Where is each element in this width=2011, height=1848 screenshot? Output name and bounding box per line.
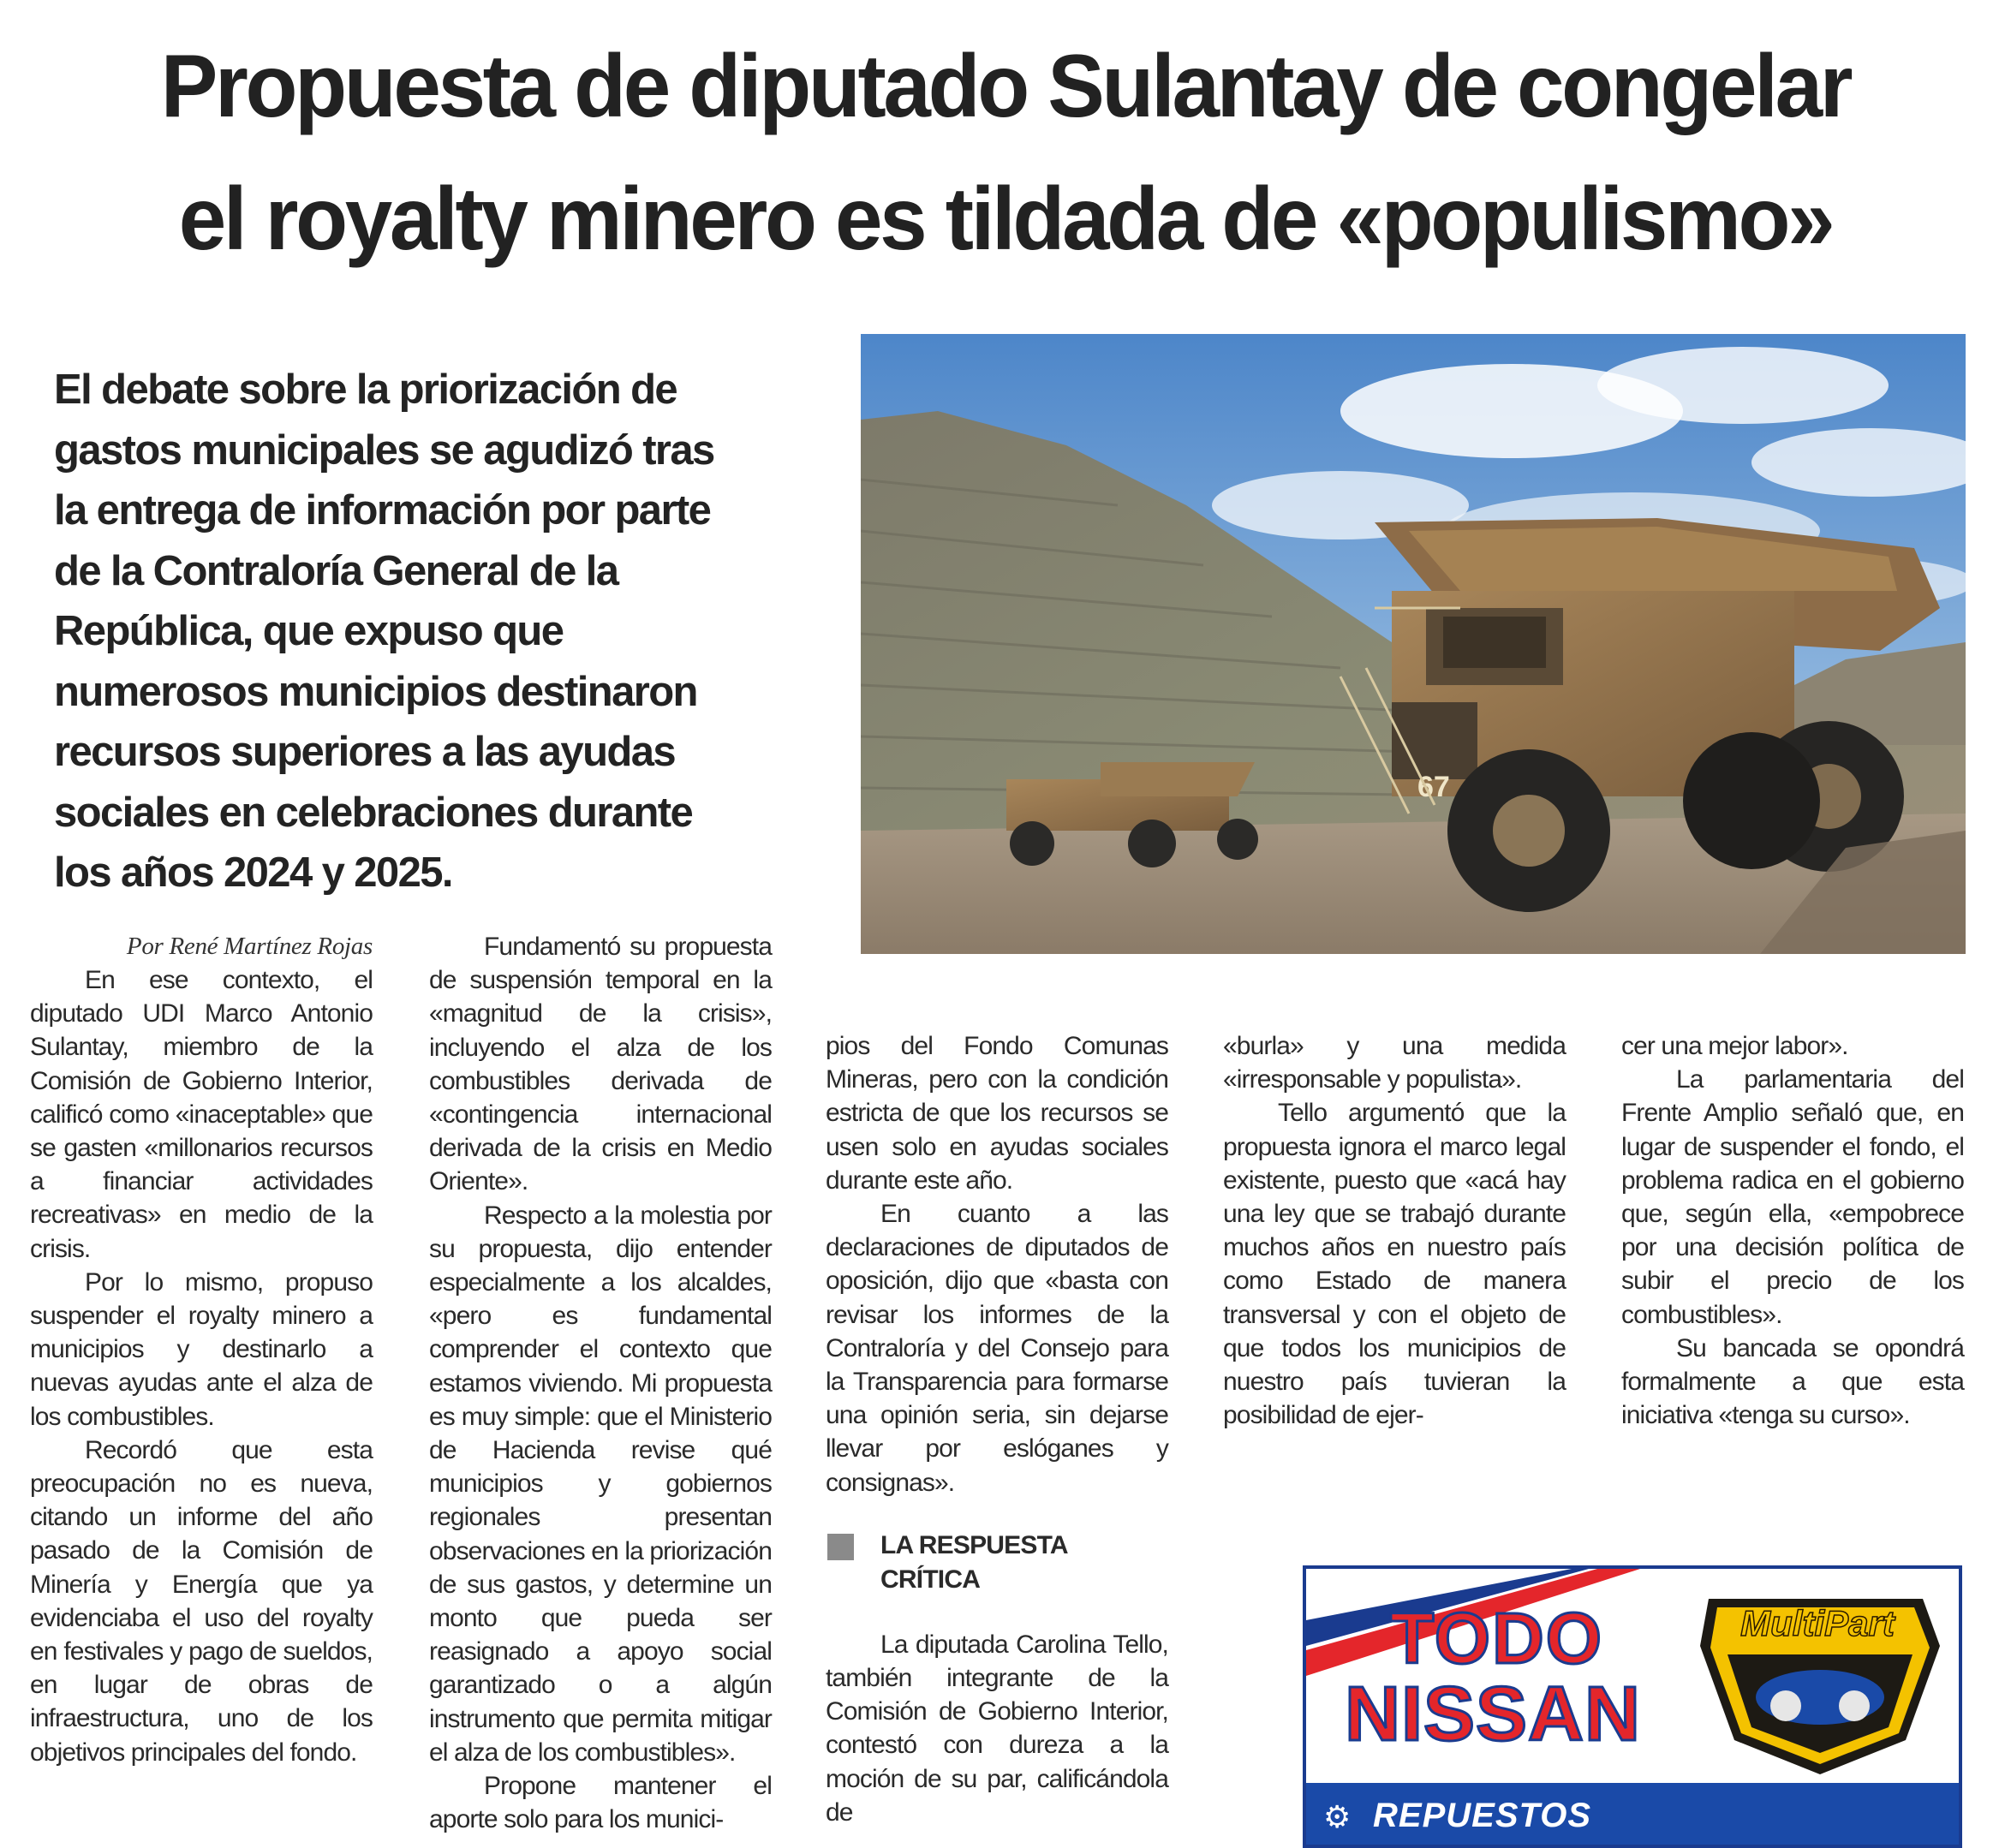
paragraph: Respecto a la molestia por su propuesta, dijo entender especialmente a los alcaldes, «pero es fundamental comprender el contexto que estamos viviendo. Mi propuesta es muy simple: que el Ministerio de Hacienda revise qué municipios y gobiernos regionales presentan observaciones en la priorización de sus gastos, y determine un monto que pueda ser reasignado a apoyo social garantizado o a algún instrumento que permita mitigar el alza de los combustibles». (429, 1201, 772, 1767)
paragraph: La parlamentaria del Frente Amplio señaló que, en lugar de suspender el fondo, el problema radica en el gobierno que, según ella, «empobrece por una decisión política de subir el precio de los combustibles». (1621, 1065, 1964, 1329)
ad-band-text: REPUESTOS (1373, 1797, 1591, 1834)
todo-nissan-advertisement[interactable] (1303, 1565, 1962, 1848)
headline-line-1: Propuesta de diputado Sulantay de congelar (160, 37, 1851, 136)
paragraph: cer una mejor labor». (1621, 1032, 1848, 1060)
section-subheading (826, 1529, 1168, 1597)
article-column-3 (826, 1029, 1168, 1829)
truck-number: 67 (1417, 771, 1450, 803)
paragraph: Por lo mismo, propuso suspender el royalty minero a municipios y destinarlo a nuevas ayudas ante el alza de los combustibles. (30, 1267, 373, 1431)
paragraph: Tello argumentó que la propuesta ignora el marco legal existente, puesto que «acá hay una ley que se trabajó durante muchos años en nuestro país como Estado de manera transversal y con el objeto de que todos los municipios de nuestro país tuvieran la posibilidad de ejer- (1223, 1099, 1566, 1430)
paragraph: Su bancada se opondrá formalmente a que esta iniciativa «tenga su curso». (1621, 1333, 1964, 1430)
paragraph: pios del Fondo Comunas Mineras, pero con la condición estricta de que los recursos se usen solo en ayudas sociales durante este año. (826, 1032, 1168, 1195)
ad-line-nissan: NISSAN (1345, 1672, 1642, 1757)
article-column-1 (30, 930, 373, 1769)
subheading-text: LA RESPUESTA CRÍTICA (880, 1530, 1068, 1594)
paragraph: En cuanto a las declaraciones de diputados de oposición, dijo que «basta con revisar los informes de la Contraloría y del Consejo para la Transparencia para formarse una opinión seria, sin dejarse llevar por eslóganes y consignas». (826, 1200, 1168, 1497)
paragraph: En ese contexto, el diputado UDI Marco Antonio Sulantay, miembro de la Comisión de Gobierno Interior, calificó como «inaceptable» que se gasten «millonarios recursos a financiar actividades recreativas» en medio de la crisis. (30, 966, 373, 1263)
headline-line-2: el royalty minero es tildada de «populismo» (178, 170, 1833, 269)
paragraph: «burla» y una medida «irresponsable y populista». (1223, 1032, 1566, 1094)
square-bullet-icon (827, 1534, 854, 1560)
article-column-2 (429, 930, 772, 1836)
paragraph: La diputada Carolina Tello, también integrante de la Comisión de Gobierno Interior, contestó con dureza a la moción de su par, calificándola de (826, 1630, 1168, 1827)
multipart-badge: MultiPart (1740, 1603, 1895, 1643)
mining-trucks-illustration (861, 334, 1966, 954)
ad-line-todo: TODO (1390, 1598, 1604, 1678)
article-headline (40, 21, 1971, 286)
gear-icon: ⚙ (1323, 1799, 1352, 1834)
article-byline: Por René Martínez Rojas (126, 933, 373, 960)
paragraph: Fundamentó su propuesta de suspensión temporal en la «magnitud de la crisis», incluyendo el alza de los combustibles derivada de «contingencia internacional derivada de la crisis en Medio Oriente». (429, 933, 772, 1196)
article-column-4 (1223, 1029, 1566, 1432)
paragraph: Propone mantener el aporte solo para los munici- (429, 1772, 772, 1834)
mining-trucks-photo (861, 334, 1966, 954)
article-lead: El debate sobre la priorización de gastos municipales se agudizó tras la entrega de información por parte de la Contraloría General de la República, que expuso que numerosos municipios destinaron recursos superiores a las ayudas sociales en celebraciones durante los años 2024 y 2025. (54, 367, 714, 896)
article-column-5 (1621, 1029, 1964, 1432)
paragraph: Recordó que esta preocupación no es nueva, citando un informe del año pasado de la Comisión de Minería y Energía que ya evidenciaba el uso del royalty en festivales y pago de sueldos, en lugar de obras de infraestructura, uno de los objetivos principales del fondo. (30, 1435, 373, 1767)
